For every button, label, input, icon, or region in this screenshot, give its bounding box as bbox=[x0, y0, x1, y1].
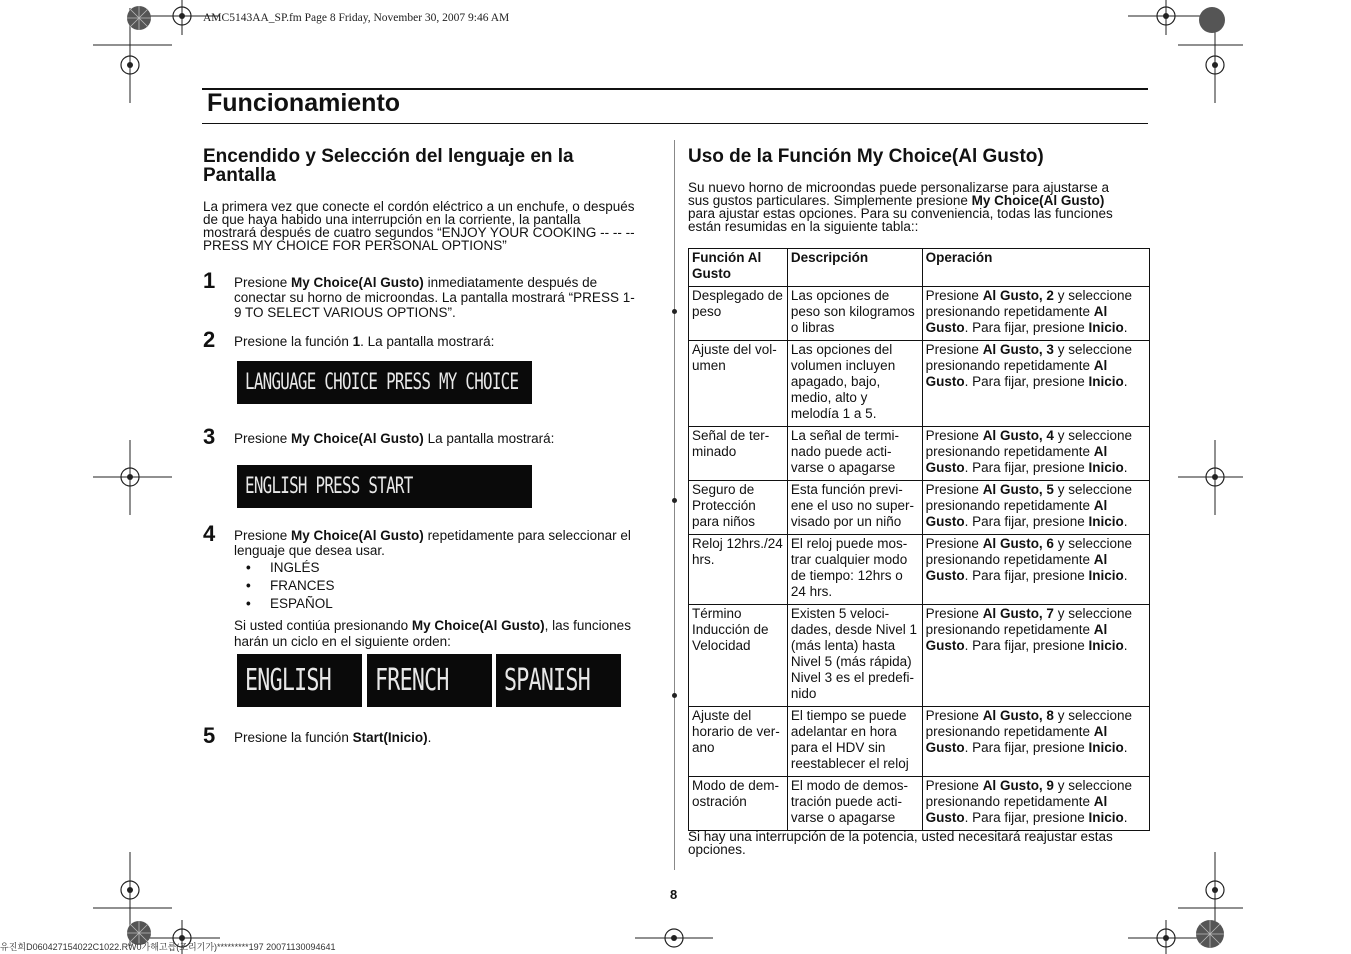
intro-line: mostrará después de cuatro segundos “ENJOY YOUR COOKING -- -- -- bbox=[203, 225, 635, 240]
step-number: 2 bbox=[203, 327, 216, 352]
table-row bbox=[689, 481, 1150, 535]
column-divider bbox=[674, 140, 675, 870]
operation-text: . Para fijar, presione bbox=[964, 638, 1089, 653]
file-info-header: AMC5143AA_SP.fm Page 8 Friday, November 30, 2007 9:46 AM bbox=[203, 12, 510, 24]
operation-cell: Presione Al Gusto, 3 y seleccione presionando repetidamente Al Gusto. Para fijar, presione Inicio. bbox=[922, 341, 1149, 427]
step-text-part: La pantalla mostrará: bbox=[423, 431, 555, 446]
lcd-display-english-start bbox=[237, 465, 532, 508]
step-text-part: . bbox=[427, 730, 432, 745]
operation-bold: Al Gusto, 3 bbox=[982, 342, 1054, 357]
description-cell: Existen 5 veloci-dades, desde Nivel 1 (más lenta) hasta Nivel 5 (más rápida) Nivel 3 es el predefi-nido bbox=[787, 605, 922, 707]
operation-bold: Al Gusto bbox=[925, 444, 1108, 475]
note-text-part: Si usted contiúa presionando bbox=[234, 618, 412, 633]
operation-bold: Al Gusto, 4 bbox=[982, 428, 1054, 443]
table-row bbox=[689, 707, 1150, 777]
operation-bold: Inicio bbox=[1088, 740, 1124, 755]
list-item: • INGLÉS bbox=[246, 560, 320, 575]
operation-bold: Al Gusto bbox=[925, 498, 1108, 529]
step-number: 5 bbox=[203, 723, 216, 748]
language-name: ESPAÑOL bbox=[270, 596, 333, 611]
operation-bold: Al Gusto, 2 bbox=[982, 288, 1054, 303]
description-cell: Las opciones del volumen incluyen apagado, bajo, medio, alto y melodía 1 a 5. bbox=[787, 341, 922, 427]
table-header-row bbox=[689, 249, 1150, 287]
step-text-part: Presione la función bbox=[234, 334, 353, 349]
right-intro bbox=[688, 181, 1153, 233]
operation-bold: Al Gusto bbox=[925, 358, 1108, 389]
intro-line: PRESS MY CHOICE FOR PERSONAL OPTIONS” bbox=[203, 238, 507, 253]
function-cell: Desplegado de peso bbox=[689, 287, 788, 341]
operation-bold: Al Gusto bbox=[925, 622, 1108, 653]
step-text-bold: My Choice(Al Gusto) bbox=[291, 528, 424, 543]
step-1-text bbox=[234, 275, 674, 320]
page-title: Funcionamiento bbox=[207, 89, 401, 117]
language-list bbox=[246, 559, 335, 613]
title-bottom-rule bbox=[202, 123, 1148, 124]
operation-text: Presione bbox=[925, 536, 983, 551]
function-cell: Ajuste del vol-umen bbox=[689, 341, 788, 427]
function-cell: Reloj 12hrs./24 hrs. bbox=[689, 535, 788, 605]
lcd-text: LANGUAGE CHOICE PRESS MY CHOICE bbox=[245, 370, 519, 395]
operation-text: Presione bbox=[925, 708, 983, 723]
operation-text: Presione bbox=[925, 288, 983, 303]
operation-bold: Inicio bbox=[1088, 374, 1124, 389]
lcd-text: FRENCH bbox=[375, 663, 449, 698]
intro-text-bold: My Choice(Al Gusto) bbox=[971, 193, 1105, 208]
function-cell: Término Inducción de Velocidad bbox=[689, 605, 788, 707]
operation-text: . Para fijar, presione bbox=[964, 320, 1089, 335]
step-text-bold: 1 bbox=[352, 334, 361, 349]
operation-cell: Presione Al Gusto, 7 y seleccione presionando repetidamente Al Gusto. Para fijar, presione Inicio. bbox=[922, 605, 1149, 707]
note-text-line: harán un ciclo en el siguiente orden: bbox=[234, 634, 451, 649]
margin-dot bbox=[672, 693, 677, 698]
operation-text: y seleccione presionando repetidamente bbox=[925, 606, 1132, 637]
column-header: Función Al Gusto bbox=[689, 249, 788, 287]
operation-text: y seleccione presionando repetidamente bbox=[925, 428, 1132, 459]
step-text-bold: My Choice(Al Gusto) bbox=[291, 275, 424, 290]
intro-text-part: sus gustos particulares. Simplemente presione bbox=[688, 193, 972, 208]
my-choice-function-table bbox=[688, 248, 1150, 831]
step-text-line: 9 TO SELECT VARIOUS OPTIONS”. bbox=[234, 305, 456, 320]
step-text-bold: Start(Inicio) bbox=[352, 730, 428, 745]
function-cell: Señal de ter-minado bbox=[689, 427, 788, 481]
footer-code: 유진희D060427154022C1022.RW0가해고릅(조리기가)*********197 20071130094641 bbox=[0, 942, 336, 952]
description-cell: El reloj puede mos-trar cualquier modo de tiempo: 12hrs o 24 hrs. bbox=[787, 535, 922, 605]
step-5-text bbox=[234, 730, 674, 745]
intro-line: para ajustar estas opciones. Para su conveniencia, todas las funciones bbox=[688, 206, 1113, 221]
description-cell: El tiempo se puede adelantar en hora para el HDV sin reestablecer el reloj bbox=[787, 707, 922, 777]
left-intro bbox=[203, 200, 673, 252]
operation-bold: Al Gusto bbox=[925, 724, 1108, 755]
description-cell: Las opciones de peso son kilogramos o libras bbox=[787, 287, 922, 341]
cycle-note bbox=[234, 618, 674, 650]
operation-text: y seleccione presionando repetidamente bbox=[925, 708, 1132, 739]
operation-bold: Al Gusto, 5 bbox=[982, 482, 1054, 497]
right-section-heading: Uso de la Función My Choice(Al Gusto) bbox=[688, 146, 1044, 167]
step-4-text bbox=[234, 528, 674, 558]
step-number: 4 bbox=[203, 521, 216, 546]
step-number: 3 bbox=[203, 424, 216, 449]
step-text-line: lenguaje que desea usar. bbox=[234, 543, 385, 558]
column-header: Operación bbox=[922, 249, 1149, 287]
operation-bold: Al Gusto, 7 bbox=[982, 606, 1054, 621]
intro-line: Su nuevo horno de microondas puede personalizarse para ajustarse a bbox=[688, 180, 1110, 195]
operation-bold: Al Gusto, 6 bbox=[982, 536, 1054, 551]
operation-text: Presione bbox=[925, 778, 983, 793]
function-cell: Ajuste del horario de ver-ano bbox=[689, 707, 788, 777]
operation-bold: Al Gusto bbox=[925, 304, 1108, 335]
operation-text: . Para fijar, presione bbox=[964, 460, 1089, 475]
step-text-part: repetidamente para seleccionar el bbox=[423, 528, 631, 543]
table-row bbox=[689, 777, 1150, 831]
language-name: FRANCES bbox=[270, 578, 335, 593]
description-cell: La señal de termi-nado puede acti-varse o apagarse bbox=[787, 427, 922, 481]
column-header: Descripción bbox=[787, 249, 922, 287]
note-line: Si hay una interrupción de la potencia, usted necesitará reajustar estas bbox=[688, 829, 1113, 844]
margin-dot bbox=[672, 498, 677, 503]
operation-cell: Presione Al Gusto, 8 y seleccione presionando repetidamente Al Gusto. Para fijar, presione Inicio. bbox=[922, 707, 1149, 777]
function-cell: Seguro de Protección para niños bbox=[689, 481, 788, 535]
step-number: 1 bbox=[203, 268, 216, 293]
lcd-text: ENGLISH bbox=[245, 663, 331, 698]
step-text-bold: My Choice(Al Gusto) bbox=[291, 431, 424, 446]
operation-text: y seleccione presionando repetidamente bbox=[925, 342, 1132, 373]
lcd-display-spanish bbox=[496, 654, 621, 707]
operation-cell: Presione Al Gusto, 5 y seleccione presionando repetidamente Al Gusto. Para fijar, presione Inicio. bbox=[922, 481, 1149, 535]
lcd-text: SPANISH bbox=[504, 663, 590, 698]
operation-bold: Al Gusto bbox=[925, 794, 1108, 825]
power-interruption-note bbox=[688, 830, 1153, 856]
step-text-line: conectar su horno de microondas. La pantalla mostrará “PRESS 1- bbox=[234, 290, 635, 305]
step-text-part: . La pantalla mostrará: bbox=[360, 334, 495, 349]
operation-bold: Inicio bbox=[1088, 320, 1124, 335]
operation-bold: Inicio bbox=[1088, 514, 1124, 529]
lcd-display-french bbox=[367, 654, 492, 707]
table-row bbox=[689, 341, 1150, 427]
operation-text: y seleccione presionando repetidamente bbox=[925, 536, 1132, 567]
step-text-part: inmediatamente después de bbox=[423, 275, 598, 290]
lcd-display-english bbox=[237, 654, 362, 707]
operation-bold: Al Gusto, 8 bbox=[982, 708, 1054, 723]
language-name: INGLÉS bbox=[270, 560, 320, 575]
operation-text: y seleccione presionando repetidamente bbox=[925, 482, 1132, 513]
table-row bbox=[689, 535, 1150, 605]
operation-cell: Presione Al Gusto, 2 y seleccione presionando repetidamente Al Gusto. Para fijar, presione Inicio. bbox=[922, 287, 1149, 341]
operation-text: y seleccione presionando repetidamente bbox=[925, 288, 1132, 319]
function-cell: Modo de dem-ostración bbox=[689, 777, 788, 831]
operation-text: . Para fijar, presione bbox=[964, 810, 1089, 825]
table-row bbox=[689, 605, 1150, 707]
left-section-heading: Encendido y Selección del lenguaje en la Pantalla bbox=[203, 146, 574, 186]
description-cell: Esta función previ-ene el uso no super-visado por un niño bbox=[787, 481, 922, 535]
operation-bold: Inicio bbox=[1088, 638, 1124, 653]
lcd-display-language-choice bbox=[237, 361, 532, 404]
step-3-text bbox=[234, 431, 674, 446]
note-line: opciones. bbox=[688, 842, 746, 857]
operation-text: Presione bbox=[925, 482, 983, 497]
note-text-part: , las funciones bbox=[544, 618, 631, 633]
table-row bbox=[689, 427, 1150, 481]
operation-bold: Inicio bbox=[1088, 568, 1124, 583]
operation-bold: Inicio bbox=[1088, 810, 1124, 825]
operation-text: . Para fijar, presione bbox=[964, 568, 1089, 583]
operation-text: . Para fijar, presione bbox=[964, 740, 1089, 755]
operation-cell: Presione Al Gusto, 9 y seleccione presionando repetidamente Al Gusto. Para fijar, presione Inicio. bbox=[922, 777, 1149, 831]
intro-line: de que haya habido una interrupción en la corriente, la pantalla bbox=[203, 212, 581, 227]
description-cell: El modo de demos-tración puede acti-varse o apagarse bbox=[787, 777, 922, 831]
operation-text: Presione bbox=[925, 342, 983, 357]
intro-line: están resumidas en la siguiente tabla:: bbox=[688, 219, 919, 234]
step-text-part: Presione bbox=[234, 431, 292, 446]
lcd-text: ENGLISH PRESS START bbox=[245, 474, 413, 499]
operation-text: Presione bbox=[925, 606, 983, 621]
step-text-part: Presione bbox=[234, 528, 292, 543]
intro-line: La primera vez que conecte el cordón eléctrico a un enchufe, o después bbox=[203, 199, 635, 214]
operation-text: Presione bbox=[925, 428, 983, 443]
list-item: • ESPAÑOL bbox=[246, 596, 333, 611]
operation-bold: Al Gusto bbox=[925, 552, 1108, 583]
step-text-part: Presione la función bbox=[234, 730, 353, 745]
step-text-part: Presione bbox=[234, 275, 292, 290]
operation-cell: Presione Al Gusto, 4 y seleccione presionando repetidamente Al Gusto. Para fijar, presione Inicio. bbox=[922, 427, 1149, 481]
page-number: 8 bbox=[670, 887, 678, 902]
list-item: • FRANCES bbox=[246, 578, 335, 593]
operation-bold: Al Gusto, 9 bbox=[982, 778, 1054, 793]
table-row bbox=[689, 287, 1150, 341]
operation-text: y seleccione presionando repetidamente bbox=[925, 778, 1132, 809]
operation-cell: Presione Al Gusto, 6 y seleccione presionando repetidamente Al Gusto. Para fijar, presione Inicio. bbox=[922, 535, 1149, 605]
step-2-text bbox=[234, 334, 674, 349]
operation-bold: Inicio bbox=[1088, 460, 1124, 475]
note-text-bold: My Choice(Al Gusto) bbox=[411, 618, 545, 633]
operation-text: . Para fijar, presione bbox=[964, 374, 1089, 389]
operation-text: . Para fijar, presione bbox=[964, 514, 1089, 529]
